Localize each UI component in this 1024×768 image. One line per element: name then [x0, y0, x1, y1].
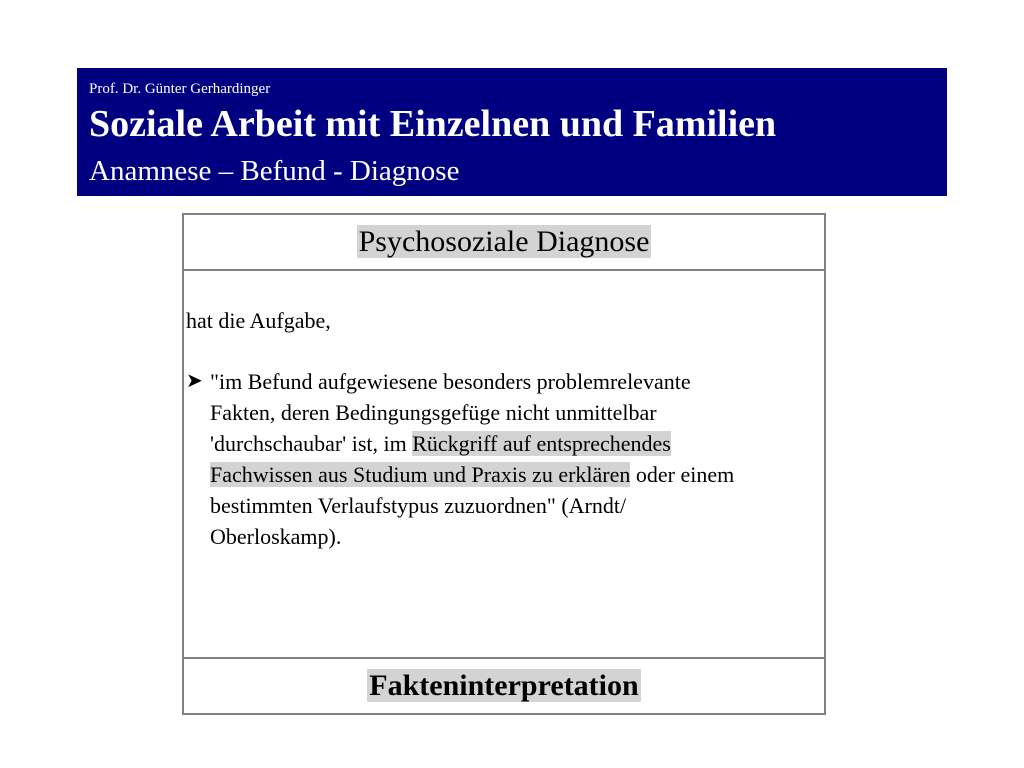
slide-title: Soziale Arbeit mit Einzelnen und Familien [89, 103, 777, 145]
bottom-heading-box [184, 657, 824, 713]
quote-line [210, 366, 818, 397]
quote-line [210, 521, 818, 552]
quote-text: oder einem [630, 462, 735, 487]
quote-text: Fakten, deren Bedingungsgefüge nicht unmittelbar [210, 400, 657, 425]
author-name: Prof. Dr. Günter Gerhardinger [89, 81, 271, 97]
quote-text: Oberloskamp). [210, 524, 342, 549]
quote-lines [210, 366, 818, 552]
quote-text: 'durchschaubar' ist, im [210, 431, 413, 456]
quote-line [210, 397, 818, 428]
slide-subtitle: Anamnese – Befund - Diagnose [89, 155, 460, 187]
top-heading-box [184, 215, 824, 271]
highlighted-text: Fachwissen aus Studium und Praxis zu erklären [210, 462, 631, 487]
heading-top-text: Psychosoziale Diagnose [358, 225, 650, 258]
quote-bullet [186, 366, 818, 552]
body-text [186, 305, 818, 552]
intro-text: hat die Aufgabe, [186, 308, 331, 333]
quote-line [210, 490, 818, 521]
heading-psychosoziale-diagnose [184, 223, 824, 261]
arrow-right-icon: ➤ [186, 370, 203, 392]
quote-text: "im Befund aufgewiesene besonders problemrelevante [210, 369, 691, 394]
header-banner [77, 68, 947, 196]
content-frame [182, 213, 826, 715]
quote-text: bestimmten Verlaufstypus zuzuordnen" (Arndt/ [210, 493, 627, 518]
quote-line [210, 428, 818, 459]
heading-fakteninterpretation [184, 667, 824, 705]
heading-bottom-text: Fakteninterpretation [369, 669, 639, 702]
quote-line [210, 459, 818, 490]
highlighted-text: Rückgriff auf entsprechendes [412, 431, 671, 456]
